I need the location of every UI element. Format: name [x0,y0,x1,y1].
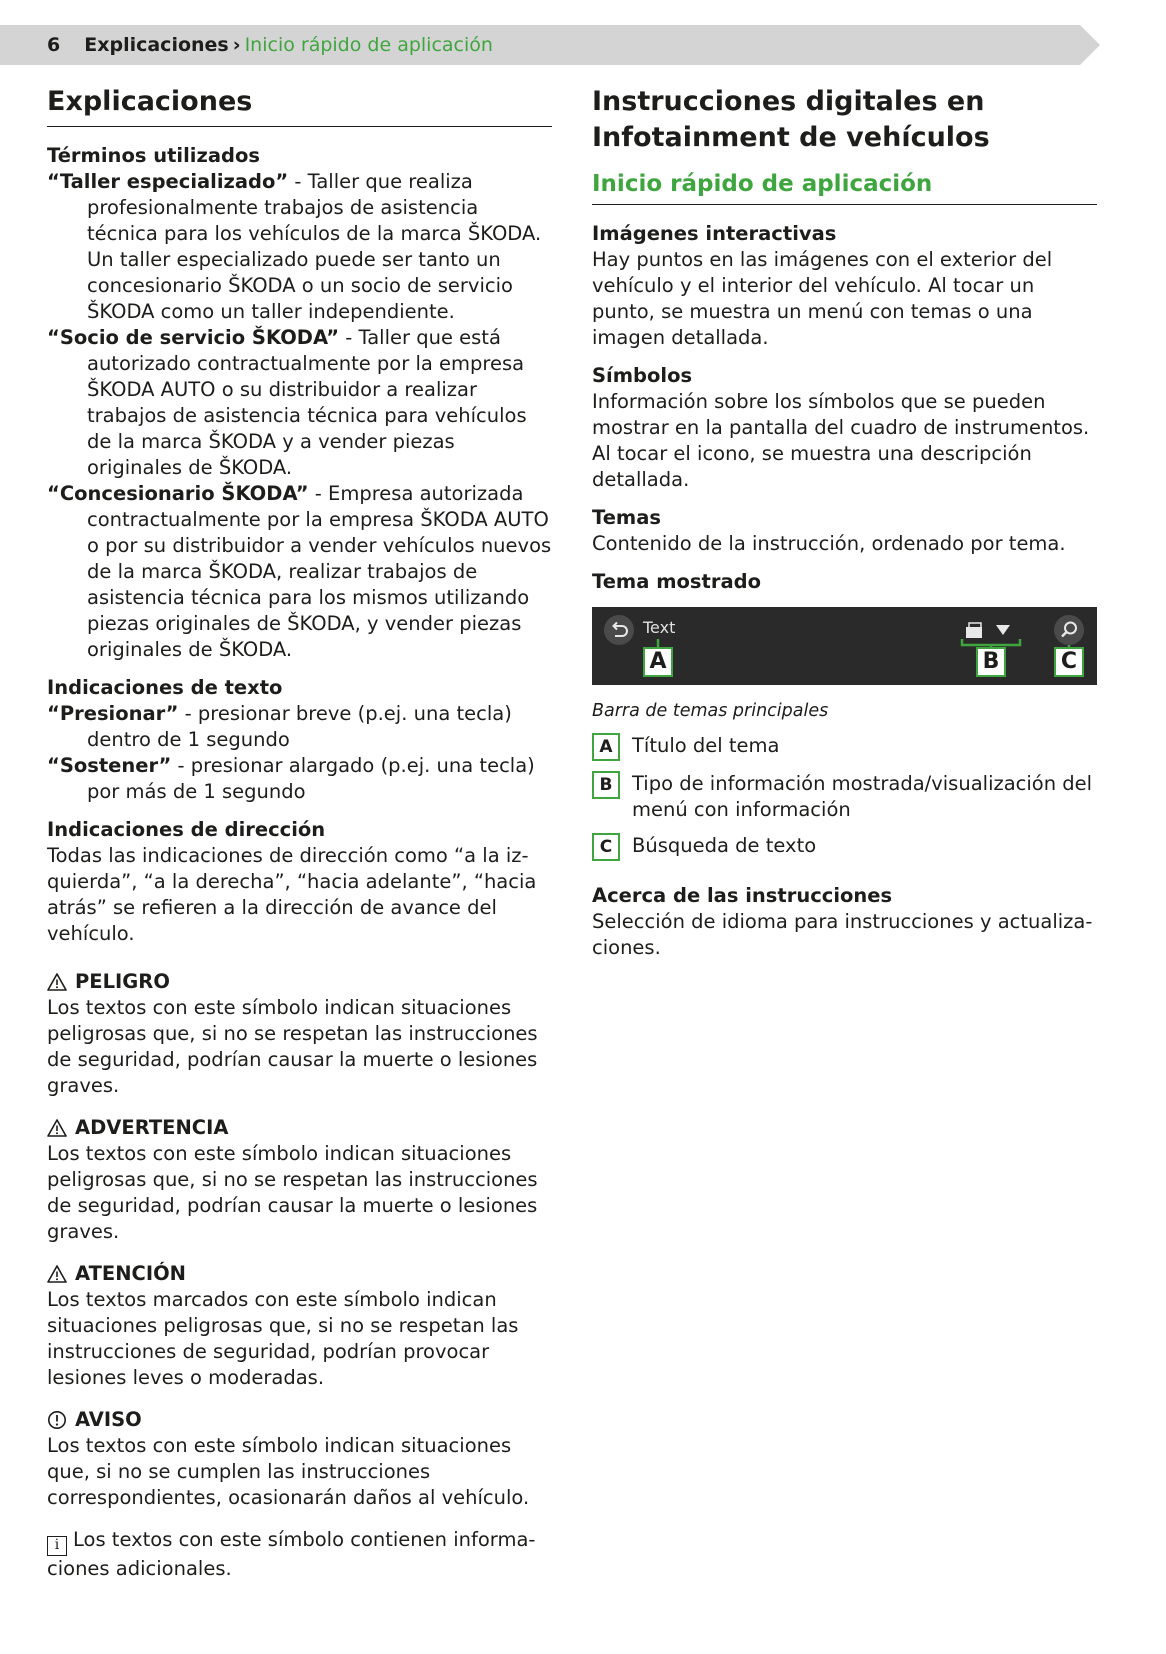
legend-item [592,833,1097,861]
page-number: 6 [47,34,61,56]
warning-triangle-icon [47,1264,67,1284]
legend-text: Tipo de información mostrada/visualización del menú con información [632,772,1093,821]
direction-text: Todas las indicaciones de dirección como “a la izquierda”, “a la derecha”, “hacia adelante”, “hacia atrás” se refieren a la dirección de avance del vehículo. [47,844,537,945]
legend-text: Título del tema [632,734,780,757]
legend-text: Búsqueda de texto [632,834,817,857]
topic-title-text: Text [643,618,676,637]
warning-triangle-icon [47,1118,67,1138]
notice-title: AVISO [47,1407,552,1433]
direction-heading: Indicaciones de dirección [47,818,326,841]
breadcrumb [47,32,493,58]
topic-bar-illustration [592,607,1097,685]
exclamation-circle-icon [47,1410,67,1430]
left-column [47,84,552,1582]
legend-key: C [592,833,620,861]
breadcrumb-separator: › [232,34,241,56]
warning-title: PELIGRO [47,969,552,995]
terms-heading: Términos utilizados [47,144,260,167]
interactive-images-heading: Imágenes interactivas [592,222,837,245]
warning-triangle-icon [47,972,67,992]
callout-a: A [643,647,673,677]
definition-item: “Sostener” - presionar alargado (p.ej. una tecla) por más de 1 segundo [47,754,535,803]
legend-key: A [592,733,620,761]
definition-item: “Socio de servicio ŠKODA” - Taller que está autorizado contractualmente por la empresa ŠKODA AUTO o su distribuidor a realizar trabajos de asistencia técnica para vehículos de la marca ŠKODA y a vender piezas originales de ŠKODA. [47,326,527,479]
definition-item: “Presionar” - presionar breve (p.ej. una tecla) dentro de 1 segundo [47,702,512,751]
definition-item: “Concesionario ŠKODA” - Empresa autorizada contractualmente por la empresa ŠKODA AUTO o por su distribuidor a vender vehículos nuevos de la marca ŠKODA, realizar trabajos de asistencia técnica para los mismos utilizando piezas originales de ŠKODA, y vender piezas originales de ŠKODA. [47,482,552,661]
figure-caption: Barra de temas principales [592,701,829,721]
page-title: Explicaciones [47,84,552,127]
notice-text: Los textos con este símbolo indican situaciones que, si no se cumplen las instrucciones correspondientes, ocasionarán daños al vehículo. [47,1434,530,1509]
symbols-text: Información sobre los símbolos que se pueden mostrar en la pantalla del cuadro de instrumentos. Al tocar el icono, se muestra una descripción detallada. [592,390,1090,491]
callout-b: B [976,647,1006,677]
legend-key: B [592,771,620,799]
callout-c: C [1054,647,1084,677]
about-text: Selección de idioma para instrucciones y actualizaciones. [592,910,1093,959]
breadcrumb-subsection[interactable]: Inicio rápido de aplicación [244,34,493,56]
symbols-heading: Símbolos [592,364,693,387]
warning-text: Los textos marcados con este símbolo indican situaciones peligrosas que, si no se respetan las instrucciones de seguridad, podrían provocar lesiones leves o moderadas. [47,1288,519,1389]
displayed-topic-heading: Tema mostrado [592,570,761,593]
right-column [592,84,1097,961]
warning-text: Los textos con este símbolo indican situaciones peligrosas que, si no se respetan las instrucciones de seguridad, podrían causar la muerte o lesiones graves. [47,1142,538,1243]
interactive-images-text: Hay puntos en las imágenes con el exterior del vehículo y el interior del vehículo. Al tocar un punto, se muestra un menú con temas o una imagen detallada. [592,248,1053,349]
info-icon: i [47,1536,67,1556]
legend-item [592,733,1097,761]
info-note: i Los textos con este símbolo contienen informaciones adicionales. [47,1528,536,1580]
warning-text: Los textos con este símbolo indican situaciones peligrosas que, si no se respetan las instrucciones de seguridad, podrían causar la muerte o lesiones graves. [47,996,538,1097]
definition-item: “Taller especializado” - Taller que realiza profesionalmente trabajos de asistencia técnica para los vehículos de la marca ŠKODA. Un taller especializado puede ser tanto un concesionario ŠKODA o un socio de servicio ŠKODA como un taller independiente. [47,170,542,323]
section-subtitle: Inicio rápido de aplicación [592,168,1097,205]
about-heading: Acerca de las instrucciones [592,884,893,907]
warning-title: ADVERTENCIA [47,1115,552,1141]
warning-title: ATENCIÓN [47,1261,552,1287]
breadcrumb-section[interactable]: Explicaciones [84,34,229,56]
topics-text: Contenido de la instrucción, ordenado por tema. [592,532,1066,555]
topics-heading: Temas [592,506,662,529]
text-indications-heading: Indicaciones de texto [47,676,283,699]
section-title: Instrucciones digitales en Infotainment de vehículos [592,86,990,153]
legend-item [592,771,1097,823]
